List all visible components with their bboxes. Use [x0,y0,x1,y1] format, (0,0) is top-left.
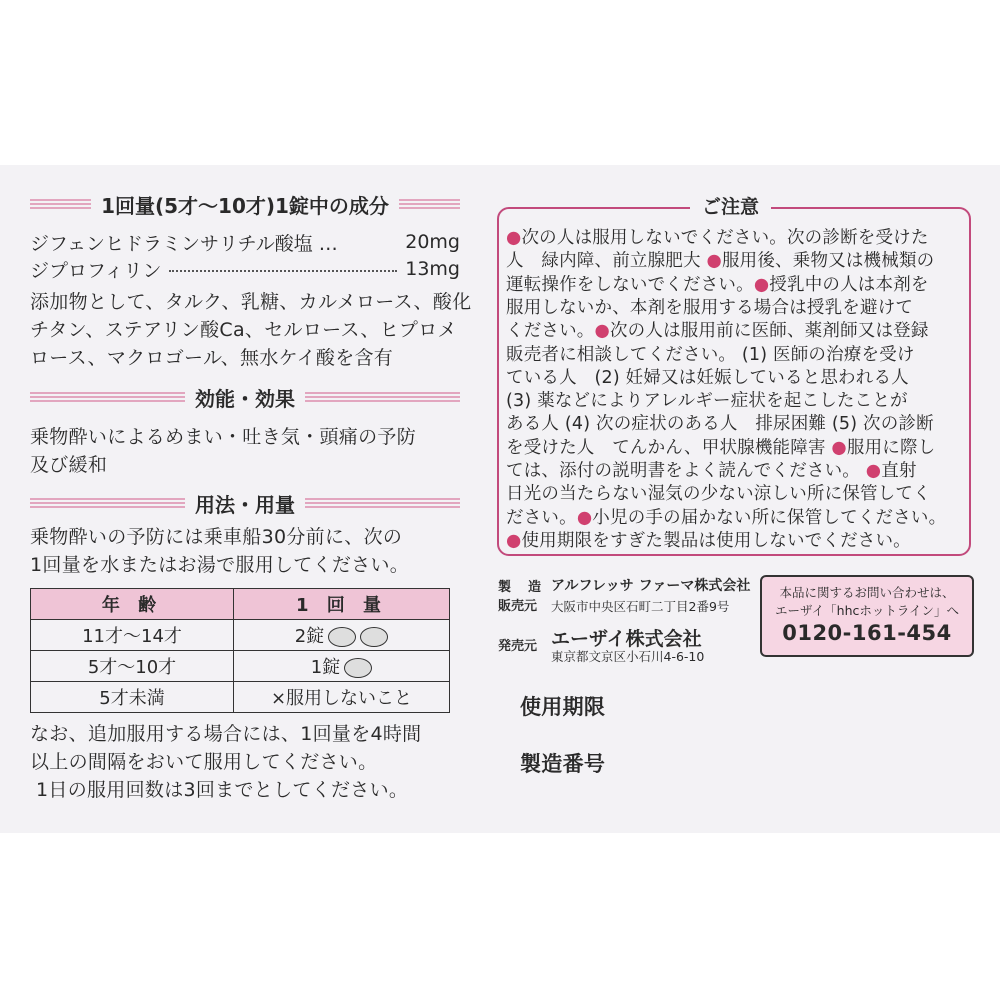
contact-phone: 0120-161-454 [782,621,952,645]
tablet-icon [328,627,356,647]
dose-text: 2錠 [294,626,325,647]
lot-label: 製造番号 [520,752,606,776]
dosage-line: 乗物酔いの予防には乗車船30分前に、次の [30,526,403,548]
bullet-icon: ● [831,437,847,458]
dosage-title: 用法・用量 [195,492,295,517]
table-header-row [31,589,450,620]
age-header: 年 齢 [31,589,234,620]
caution-line: ください。●次の人は服用前に医師、薬剤師又は登録 [506,321,929,342]
caution-line: 服用しないか、本剤を服用する場合は授乳を避けて [506,297,914,318]
age-cell: 5才～10才 [31,651,234,682]
expiry-label: 使用期限 [520,695,606,719]
additives-line: 添加物として、タルク、乳糖、カルメロース、酸化 [30,291,472,313]
caution-line: ●使用期限をすぎた製品は使用しないでください。 [506,530,911,551]
dosage-note: なお、追加服用する場合には、1回量を4時間 [30,723,422,745]
caution-line: を受けた人 てんかん、甲状腺機能障害 ●服用に際し [506,437,936,458]
age-cell: 11才～14才 [31,620,234,651]
bullet-icon: ● [865,461,882,481]
contact-line1: 本品に関するお問い合わせは、 [779,585,955,600]
bullet-icon: ● [506,530,522,551]
dose-cell: ×服用しないこと [234,682,450,713]
ingredient-row [30,255,460,283]
distributor-name: エーザイ株式会社 [551,628,702,650]
bullet-icon: ● [706,251,722,272]
ingredient-row [30,228,460,256]
caution-line: 人 緑内障、前立腺肥大 ●服用後、乗物又は機械類の [506,251,935,272]
caution-line: ている人 (2) 妊婦又は妊娠していると思われる人 [506,367,909,388]
heading-stripe-left [30,199,91,209]
manufacturer-name: アルフレッサ ファーマ株式会社 [551,578,751,594]
caution-title: ご注意 [690,192,771,219]
manufacturer-label: 製 造 [498,580,544,595]
ingredient-amount: 13mg [405,258,460,280]
dosage-note: 以上の間隔をおいて服用してください。 [30,751,378,773]
dose-text: 1錠 [310,657,341,678]
dose-cell [234,651,450,682]
dosage-note: 1日の服用回数は3回までとしてください。 [36,779,409,801]
ingredients-title: 1回量(5才～10才)1錠中の成分 [101,193,389,218]
manufacturer-address: 大阪市中央区石町二丁目2番9号 [551,599,730,614]
dose-header: 1 回 量 [234,589,450,620]
efficacy-line: 乗物酔いによるめまい・吐き気・頭痛の予防 [30,426,417,448]
seller-label: 販売元 [498,599,538,614]
contact-box [760,575,974,657]
distributor-label: 発売元 [498,639,538,654]
table-row [31,620,450,651]
bullet-icon: ● [576,507,593,528]
additives-line: チタン、ステアリン酸Ca、セルロース、ヒプロメ [30,319,457,341]
dosage-heading [30,488,460,518]
bullet-icon: ● [753,274,770,295]
ingredients-heading [30,189,460,219]
table-row [31,651,450,682]
heading-stripe-left [30,498,185,508]
efficacy-title: 効能・効果 [195,386,295,411]
efficacy-line: 及び緩和 [30,454,108,476]
dose-cell [234,620,450,651]
heading-stripe-right [305,498,460,508]
caution-line: 運転操作をしないでください。●授乳中の人は本剤を [506,274,929,295]
caution-line: ては、添付の説明書をよく読んでください。 ●直射 [506,461,917,481]
heading-stripe-right [305,392,460,402]
dotted-leader [169,270,397,272]
bullet-icon: ● [594,321,610,342]
caution-line: ある人 (4) 次の症状のある人 排尿困難 (5) 次の診断 [506,414,934,435]
caution-line: (3) 薬などによりアレルギー症状を起こしたことが [506,391,908,412]
heading-stripe-left [30,392,185,402]
caution-line: ださい。●小児の手の届かない所に保管してください。 [506,507,947,528]
bullet-icon: ● [506,228,522,248]
distributor-address: 東京都文京区小石川4-6-10 [551,649,705,664]
caution-line: 日光の当たらない湿気の少ない涼しい所に保管してく [506,484,931,505]
ingredient-name: ジフェンヒドラミンサリチル酸塩 … [30,232,338,255]
table-row [31,682,450,713]
heading-stripe-right [399,199,460,209]
ingredient-name: ジプロフィリン [30,259,162,282]
contact-line2: エーザイ「hhcホットライン」へ [775,603,959,618]
dosage-table [30,588,450,713]
caution-line: 販売者に相談してください。 (1) 医師の治療を受け [506,344,915,365]
dosage-line: 1回量を水またはお湯で服用してください。 [30,554,410,576]
caution-line: ●次の人は服用しないでください。次の診断を受けた [506,228,929,248]
ingredient-amount: 20mg [405,231,460,253]
efficacy-heading [30,382,460,412]
additives-line: ロース、マクロゴール、無水ケイ酸を含有 [30,347,394,369]
age-cell: 5才未満 [31,682,234,713]
tablet-icon [360,627,388,647]
tablet-icon [344,658,372,678]
